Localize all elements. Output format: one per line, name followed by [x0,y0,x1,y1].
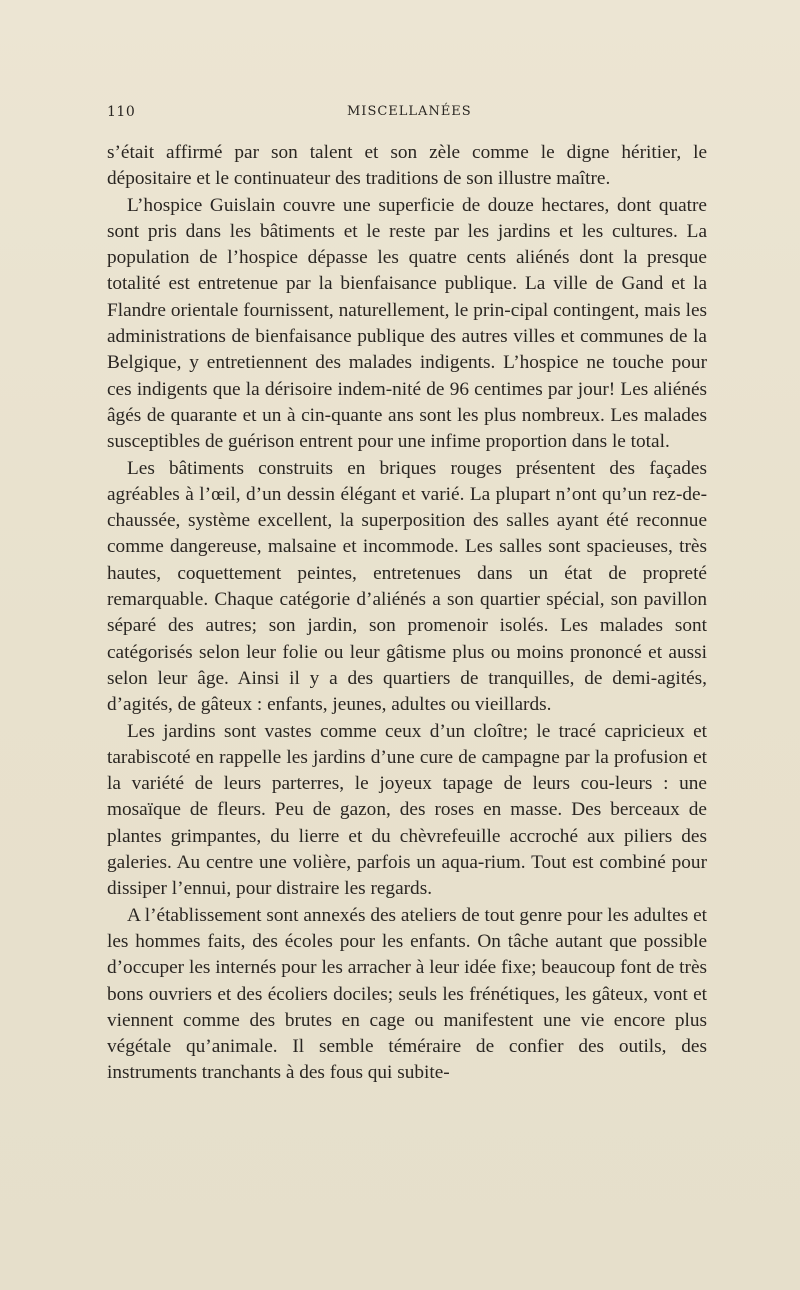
running-title: MISCELLANÉES [347,104,472,119]
paragraph-hospice-guislain: L’hospice Guislain couvre une superficie de douze hectares, dont quatre sont pris dans les bâtiments et le reste par les jardins et les cultures. La population de l’hospice dépasse les quatre cents aliénés dont la presque totalité est entretenue par la bienfaisance publique. La ville de Gand et la Flandre orientale fournissent, naturellement, le prin-cipal contingent, mais les administrations de bienfaisance publique des autres villes et communes de la Belgique, y entretiennent des malades indigents. L’hospice ne touche pour ces indigents que la dérisoire indem-nité de 96 centimes par jour! Les aliénés âgés de quarante et un à cin-quante ans sont les plus nombreux. Les malades susceptibles de guérison entrent pour une infime proportion dans le total. [107,194,707,453]
page-header [107,104,707,124]
paragraph-batiments: Les bâtiments construits en briques rouges présentent des façades agréables à l’œil, d’un dessin élégant et varié. La plupart n’ont qu’un rez-de-chaussée, système excellent, la superposition des salles ayant été reconnue comme dangereuse, malsaine et incommode. Les salles sont spacieuses, très hautes, coquettement peintes, entretenues dans un état de propreté remarquable. Chaque catégorie d’aliénés a son quartier spécial, son pavillon séparé des autres; son jardin, son promenoir isolés. Les malades sont catégorisés selon leur folie ou leur gâtisme plus ou moins prononcé et aussi selon leur âge. Ainsi il y a des quartiers de tranquilles, de demi-agités, d’agités, de gâteux : enfants, jeunes, adultes ou vieillards. [107,457,707,716]
page-number: 110 [107,104,136,120]
paragraph-jardins: Les jardins sont vastes comme ceux d’un cloître; le tracé capricieux et tarabiscoté en rappelle les jardins d’une cure de campagne par la profusion et la variété de leurs parterres, le joyeux tapage de leurs cou-leurs : une mosaïque de fleurs. Peu de gazon, des roses en masse. Des berceaux de plantes grimpantes, du lierre et du chèvrefeuille accroché aux piliers des galeries. Au centre une volière, parfois un aqua-rium. Tout est combiné pour dissiper l’ennui, pour distraire les regards. [107,720,707,900]
paragraph-continued: s’était affirmé par son talent et son zèle comme le digne héritier, le dépositaire et le continuateur des traditions de son illustre maître. [107,142,707,190]
body-text [107,140,707,1087]
paragraph-ateliers: A l’établissement sont annexés des ateliers de tout genre pour les adultes et les hommes faits, des écoles pour les enfants. On tâche autant que possible d’occuper les internés pour les arracher à leur idée fixe; beaucoup font de très bons ouvriers et des écoliers dociles; seuls les frénétiques, les gâteux, vont et viennent comme des brutes en cage ou manifestent une vie encore plus végétale qu’animale. Il semble téméraire de confier des outils, des instruments tranchants à des fous qui subite- [107,904,707,1084]
